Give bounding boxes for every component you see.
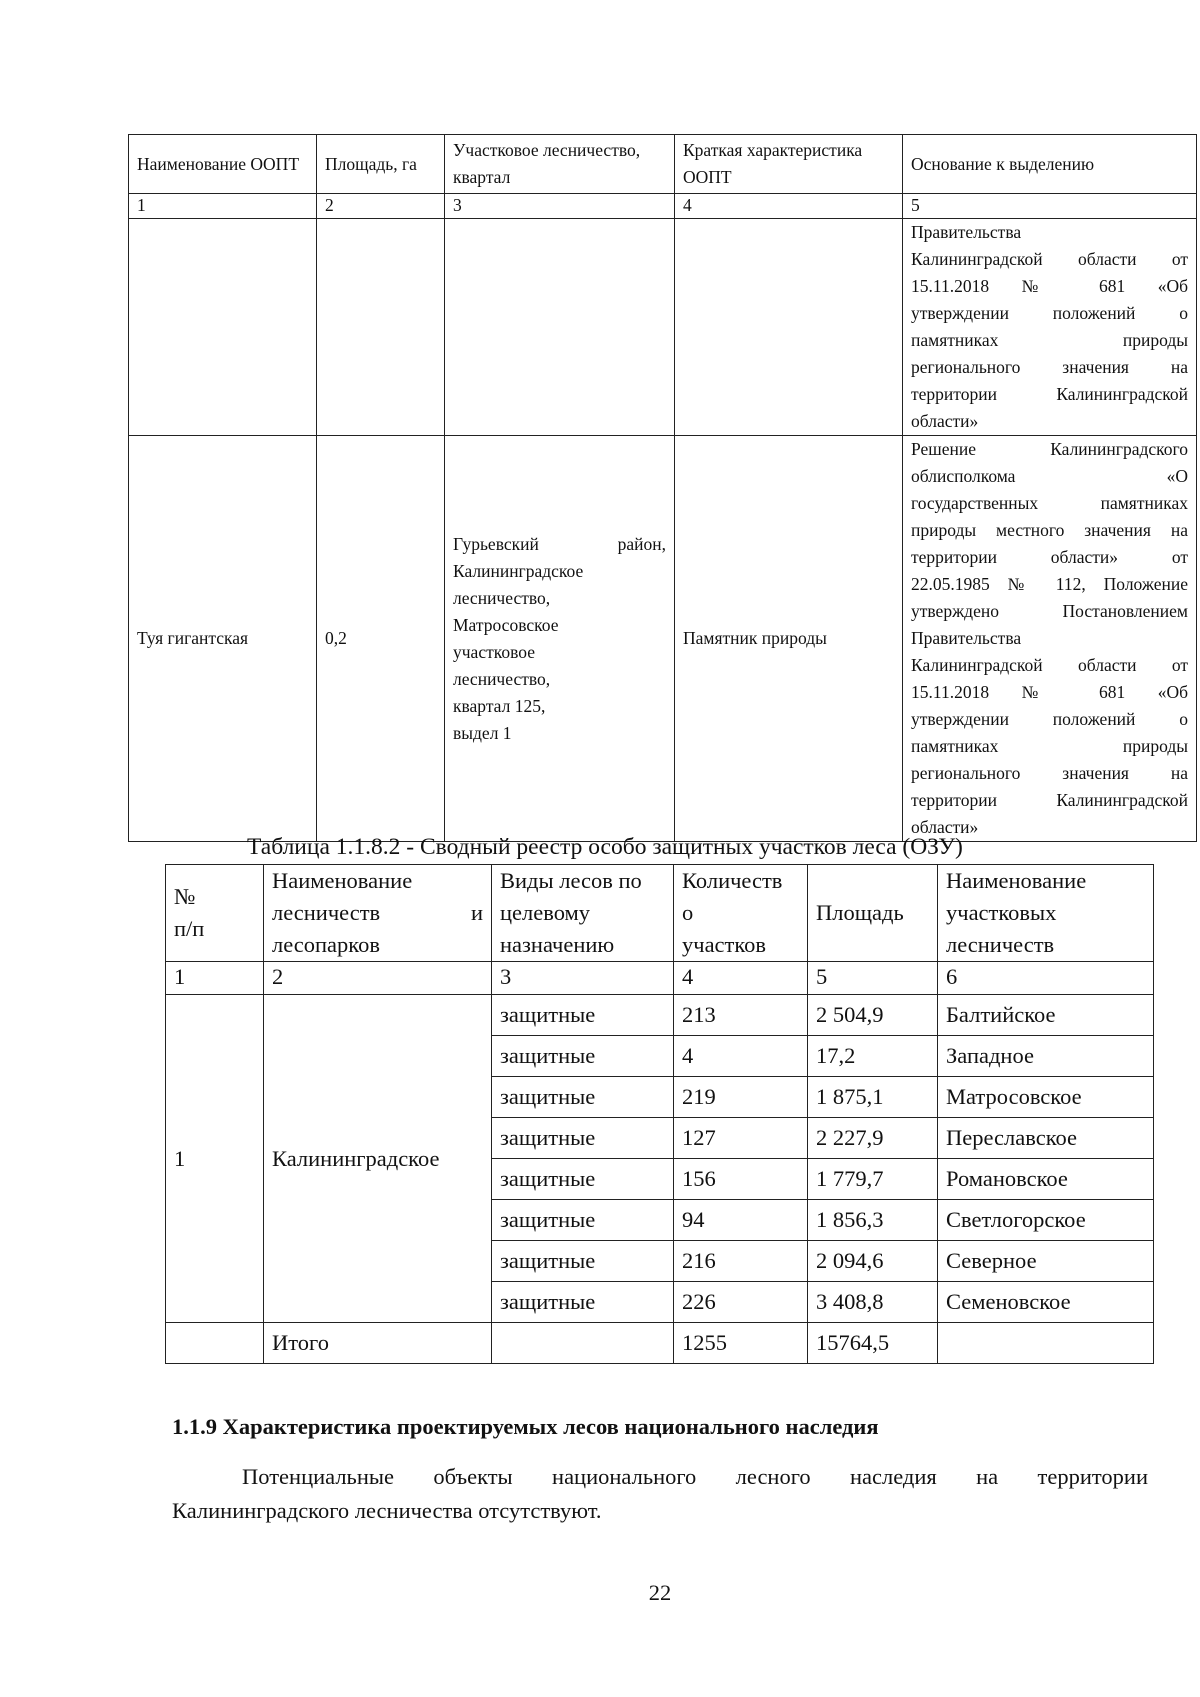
oopt-header-area: Площадь, га xyxy=(317,135,445,194)
table-cell xyxy=(166,1323,264,1364)
ozu-header-forest-type xyxy=(492,865,674,962)
ozu-colnum: 2 xyxy=(264,962,492,995)
text-line: назначению xyxy=(500,932,615,957)
ozu-count: 213 xyxy=(674,995,808,1036)
table-cell xyxy=(317,219,445,436)
ozu-total-area: 15764,5 xyxy=(808,1323,938,1364)
ozu-header-forestry xyxy=(264,865,492,962)
ozu-district: Западное xyxy=(938,1036,1154,1077)
text-line: утверждении положений о xyxy=(911,303,1188,323)
text-line: лесничество, xyxy=(453,668,551,689)
ozu-type: защитные xyxy=(492,1077,674,1118)
text-line: Количеств xyxy=(682,868,783,893)
ozu-forestry-name: Калининградское xyxy=(264,995,492,1323)
paragraph xyxy=(172,1460,1148,1528)
text-line: участковых xyxy=(946,900,1057,925)
text-line: области» xyxy=(911,817,979,837)
ozu-type: защитные xyxy=(492,1159,674,1200)
oopt-colnum: 5 xyxy=(903,194,1197,219)
ozu-district: Переславское xyxy=(938,1118,1154,1159)
text-line: регионального значения на xyxy=(911,357,1188,377)
text-line: Калининградской области от xyxy=(911,249,1188,269)
oopt-colnum: 2 xyxy=(317,194,445,219)
ozu-count: 127 xyxy=(674,1118,808,1159)
text-line: № xyxy=(174,884,196,909)
ozu-count: 216 xyxy=(674,1241,808,1282)
oopt-header-basis: Основание к выделению xyxy=(903,135,1197,194)
ozu-colnum-row xyxy=(166,962,1154,995)
table-caption: Таблица 1.1.8.2 - Сводный реестр особо защитных участков леса (ОЗУ) xyxy=(247,834,963,860)
table-row xyxy=(166,995,1154,1036)
oopt-colnum: 3 xyxy=(445,194,675,219)
oopt-colnum: 1 xyxy=(129,194,317,219)
text-line: Калининградское xyxy=(453,560,584,581)
text-line: Правительства xyxy=(911,222,1022,242)
ozu-colnum: 5 xyxy=(808,962,938,995)
text-line: участков xyxy=(682,932,767,957)
text-line: облисполкома «О xyxy=(911,466,1188,486)
table-cell xyxy=(938,1323,1154,1364)
ozu-type: защитные xyxy=(492,995,674,1036)
text-line: Калининградской области от xyxy=(911,655,1188,675)
text-line: лесопарков xyxy=(272,932,380,957)
ozu-district: Романовское xyxy=(938,1159,1154,1200)
text-line: территории Калининградской xyxy=(911,790,1188,810)
text-line: 15.11.2018 № 681 «Об xyxy=(911,276,1188,296)
oopt-area: 0,2 xyxy=(317,436,445,842)
ozu-type: защитные xyxy=(492,1282,674,1323)
ozu-type: защитные xyxy=(492,1036,674,1077)
ozu-area: 1 856,3 xyxy=(808,1200,938,1241)
text-line: регионального значения на xyxy=(911,763,1188,783)
text-line: утверждении положений о xyxy=(911,709,1188,729)
oopt-header-name: Наименование ООПТ xyxy=(129,135,317,194)
text-line: территории Калининградской xyxy=(911,384,1188,404)
text-line: Правительства xyxy=(911,628,1022,648)
text-line: лесничество, xyxy=(453,587,551,608)
text-line: лесничеств xyxy=(946,932,1055,957)
text-line: Решение Калининградского xyxy=(911,439,1188,459)
oopt-colnum-row xyxy=(129,194,1197,219)
ozu-total-label: Итого xyxy=(264,1323,492,1364)
text-line: квартал 125, xyxy=(453,695,546,716)
section-heading: 1.1.9 Характеристика проектируемых лесов национального наследия xyxy=(172,1414,879,1439)
text-line: о xyxy=(682,900,694,925)
oopt-basis xyxy=(903,436,1197,842)
ozu-count: 94 xyxy=(674,1200,808,1241)
ozu-row-num: 1 xyxy=(166,995,264,1323)
text-line: Матросовское xyxy=(453,614,559,635)
ozu-colnum: 6 xyxy=(938,962,1154,995)
text-line: Наименование xyxy=(272,868,413,893)
text-line: Наименование xyxy=(946,868,1087,893)
ozu-header-count xyxy=(674,865,808,962)
table-cell xyxy=(492,1323,674,1364)
text-line: государственных памятниках xyxy=(911,493,1188,513)
page-number: 22 xyxy=(648,1580,672,1605)
ozu-table xyxy=(165,864,1154,1364)
text-line: п/п xyxy=(174,916,205,941)
ozu-area: 1 875,1 xyxy=(808,1077,938,1118)
oopt-header-characteristic: Краткая характеристика ООПТ xyxy=(675,135,903,194)
text-line: Гурьевский район, xyxy=(453,533,666,554)
ozu-district: Северное xyxy=(938,1241,1154,1282)
ozu-type: защитные xyxy=(492,1118,674,1159)
table-cell xyxy=(445,219,675,436)
text-line: участковое xyxy=(453,641,535,662)
ozu-count: 156 xyxy=(674,1159,808,1200)
text-line: 22.05.1985 № 112, Положение xyxy=(911,574,1188,594)
oopt-colnum: 4 xyxy=(675,194,903,219)
table-cell xyxy=(675,219,903,436)
ozu-header-area: Площадь xyxy=(808,865,938,962)
paragraph-line: Калининградского лесничества отсутствуют. xyxy=(172,1498,602,1523)
ozu-area: 2 094,6 xyxy=(808,1241,938,1282)
text-line: целевому xyxy=(500,900,591,925)
text-line: области» xyxy=(911,411,979,431)
ozu-area: 2 504,9 xyxy=(808,995,938,1036)
text-line: территории области» от xyxy=(911,547,1188,567)
oopt-header-row xyxy=(129,135,1197,194)
text-line: утверждено Постановлением xyxy=(911,601,1188,621)
text-line: Виды лесов по xyxy=(500,868,642,893)
ozu-total-count: 1255 xyxy=(674,1323,808,1364)
text-line: 15.11.2018 № 681 «Об xyxy=(911,682,1188,702)
ozu-header-num xyxy=(166,865,264,962)
oopt-name: Туя гигантская xyxy=(129,436,317,842)
text-line: выдел 1 xyxy=(453,722,512,743)
oopt-table xyxy=(128,134,1197,842)
paragraph-line: Потенциальные объекты национального лесного наследия на территории xyxy=(242,1464,1148,1489)
ozu-header-district xyxy=(938,865,1154,962)
text-line: памятниках природы xyxy=(911,736,1188,756)
ozu-total-row xyxy=(166,1323,1154,1364)
ozu-district: Светлогорское xyxy=(938,1200,1154,1241)
ozu-district: Матросовское xyxy=(938,1077,1154,1118)
ozu-colnum: 4 xyxy=(674,962,808,995)
text-line: природы местного значения на xyxy=(911,520,1188,540)
oopt-row xyxy=(129,436,1197,842)
ozu-area: 1 779,7 xyxy=(808,1159,938,1200)
ozu-colnum: 3 xyxy=(492,962,674,995)
ozu-area: 3 408,8 xyxy=(808,1282,938,1323)
oopt-header-forestry: Участковое лесничество, квартал xyxy=(445,135,675,194)
ozu-colnum: 1 xyxy=(166,962,264,995)
ozu-district: Балтийское xyxy=(938,995,1154,1036)
text-line: памятниках природы xyxy=(911,330,1188,350)
ozu-count: 226 xyxy=(674,1282,808,1323)
oopt-continuation-basis xyxy=(903,219,1197,436)
ozu-area: 17,2 xyxy=(808,1036,938,1077)
ozu-type: защитные xyxy=(492,1241,674,1282)
ozu-type: защитные xyxy=(492,1200,674,1241)
ozu-area: 2 227,9 xyxy=(808,1118,938,1159)
table-cell xyxy=(129,219,317,436)
oopt-continuation-row xyxy=(129,219,1197,436)
ozu-count: 219 xyxy=(674,1077,808,1118)
oopt-forestry xyxy=(445,436,675,842)
ozu-count: 4 xyxy=(674,1036,808,1077)
ozu-header-row xyxy=(166,865,1154,962)
oopt-characteristic: Памятник природы xyxy=(675,436,903,842)
text-line: лесничеств и xyxy=(272,900,483,925)
ozu-district: Семеновское xyxy=(938,1282,1154,1323)
